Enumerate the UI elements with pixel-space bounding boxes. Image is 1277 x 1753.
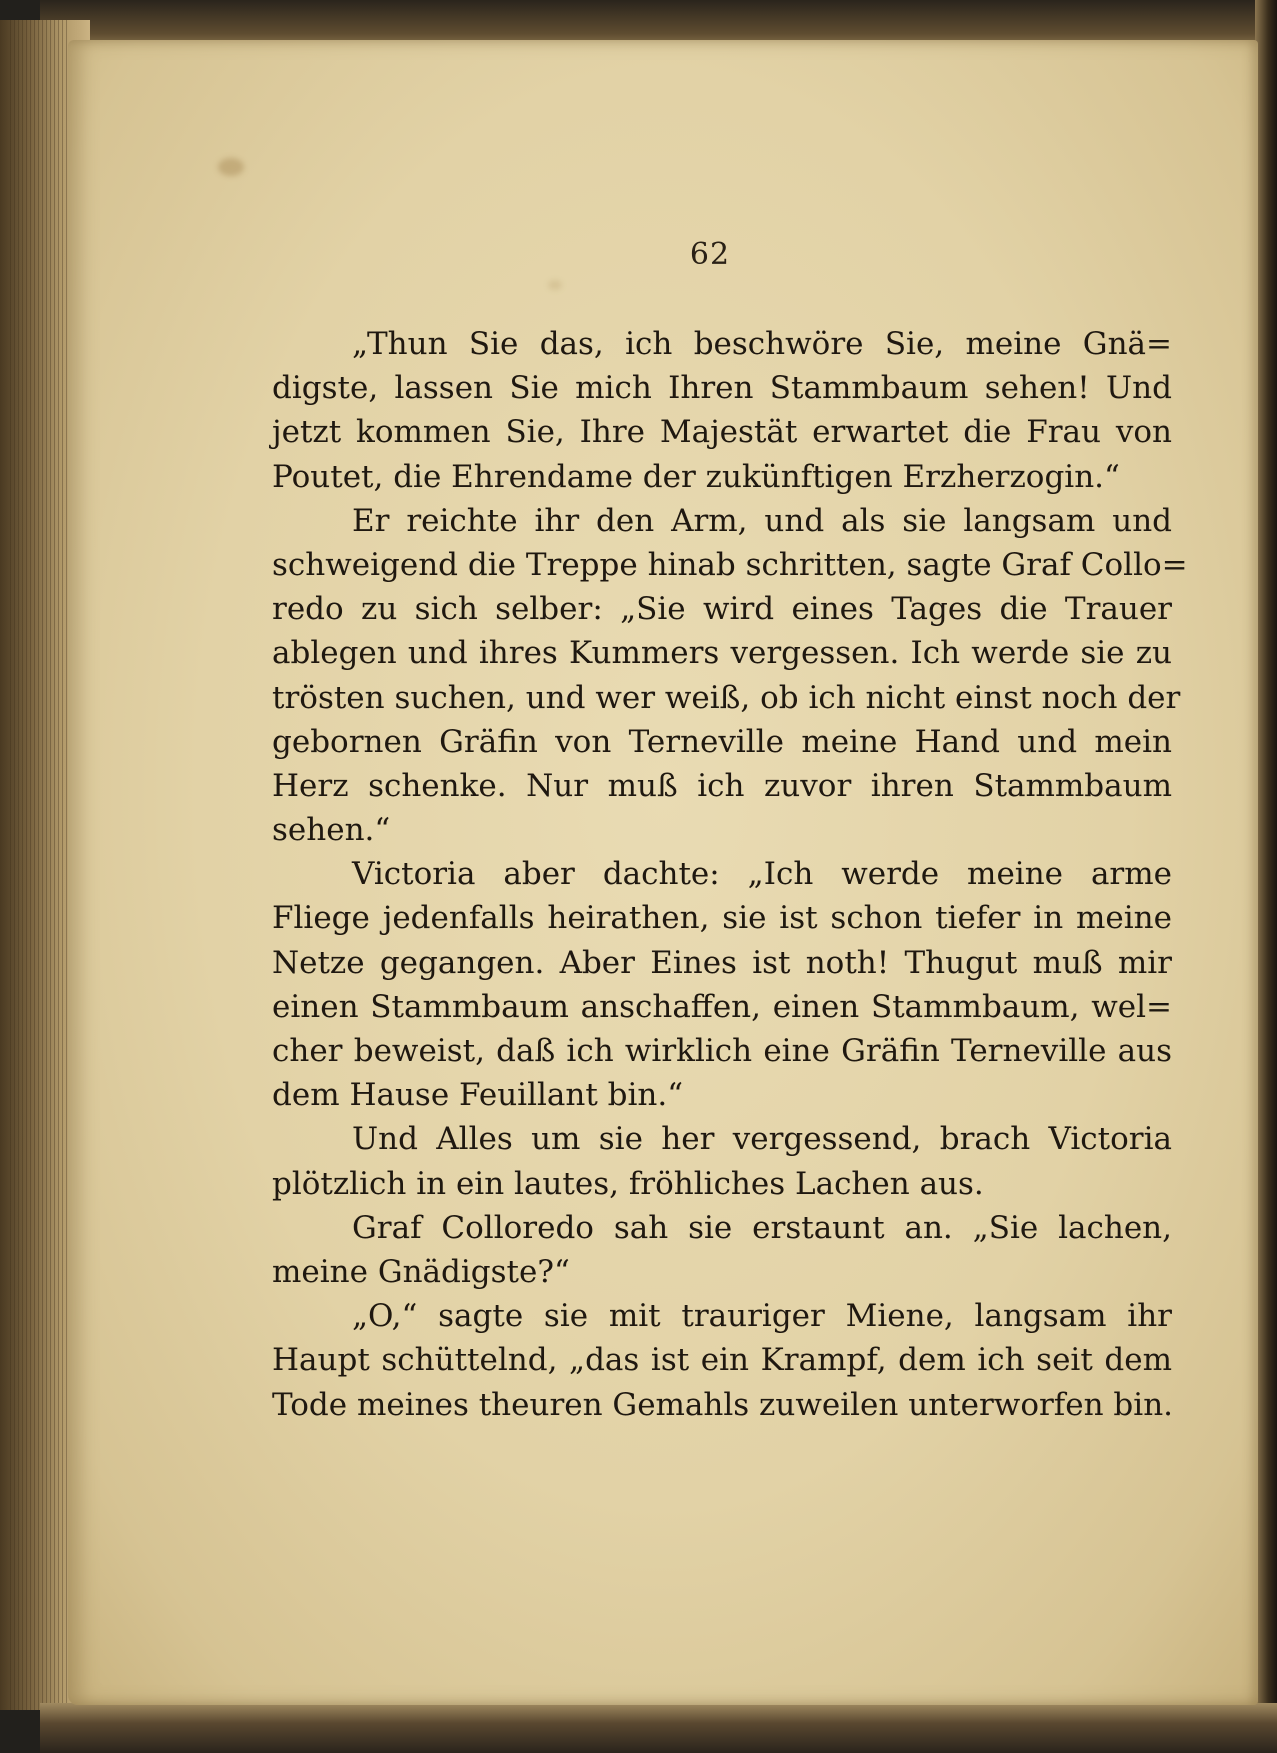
text-line: digste, lassen Sie mich Ihren Stammbaum sehen! Und bbox=[272, 370, 1172, 407]
paper-stain bbox=[548, 280, 562, 290]
page-number: 62 bbox=[689, 237, 731, 272]
text-line: Fliege jedenfalls heirathen, sie ist schon tiefer in meine bbox=[272, 900, 1172, 937]
text-line: Netze gegangen. Aber Eines ist noth! Thugut muß mir bbox=[272, 944, 1172, 981]
page-body-text bbox=[272, 322, 1188, 1427]
text-line: einen Stammbaum anschaffen, einen Stammbaum, wel= bbox=[272, 988, 1172, 1025]
text-line: ablegen und ihres Kummers vergessen. Ich werde sie zu bbox=[272, 635, 1172, 672]
text-line: plötzlich in ein lautes, fröhliches Lachen aus. bbox=[272, 1165, 984, 1202]
text-line: Tode meines theuren Gemahls zuweilen unterworfen bin. bbox=[272, 1386, 1174, 1423]
bottom-edge-shadow bbox=[40, 1703, 1277, 1753]
text-line: cher beweist, daß ich wirklich eine Gräfin Terneville aus bbox=[272, 1033, 1172, 1069]
text-line: meine Gnädigste?“ bbox=[272, 1253, 570, 1290]
text-line: Haupt schüttelnd, „das ist ein Krampf, dem ich seit dem bbox=[272, 1342, 1172, 1379]
text-line: sehen.“ bbox=[272, 812, 391, 849]
text-line: Poutet, die Ehrendame der zukünftigen Erzherzogin.“ bbox=[272, 458, 1120, 495]
text-line: „O,“ sagte sie mit trauriger Miene, langsam ihr bbox=[352, 1298, 1172, 1335]
paper-stain bbox=[218, 158, 244, 176]
text-line: Herz schenke. Nur muß ich zuvor ihren Stammbaum bbox=[272, 767, 1172, 804]
text-line: jetzt kommen Sie, Ihre Majestät erwartet die Frau von bbox=[272, 414, 1172, 451]
text-line: gebornen Gräfin von Terneville meine Hand und mein bbox=[272, 723, 1172, 760]
text-line: trösten suchen, und wer weiß, ob ich nicht einst noch der bbox=[272, 679, 1181, 716]
text-line: „Thun Sie das, ich beschwöre Sie, meine Gnä= bbox=[352, 326, 1172, 362]
text-line: Graf Colloredo sah sie erstaunt an. „Sie lachen, bbox=[352, 1209, 1172, 1246]
text-line: Und Alles um sie her vergessend, brach Victoria bbox=[352, 1121, 1172, 1158]
text-line: dem Hause Feuillant bin.“ bbox=[272, 1077, 684, 1114]
text-line: redo zu sich selber: „Sie wird eines Tages die Trauer bbox=[272, 591, 1172, 628]
text-line: Victoria aber dachte: „Ich werde meine arme bbox=[352, 856, 1172, 893]
text-line: Er reichte ihr den Arm, und als sie langsam und bbox=[352, 502, 1172, 539]
text-line: schweigend die Treppe hinab schritten, sagte Graf Collo= bbox=[272, 546, 1188, 583]
